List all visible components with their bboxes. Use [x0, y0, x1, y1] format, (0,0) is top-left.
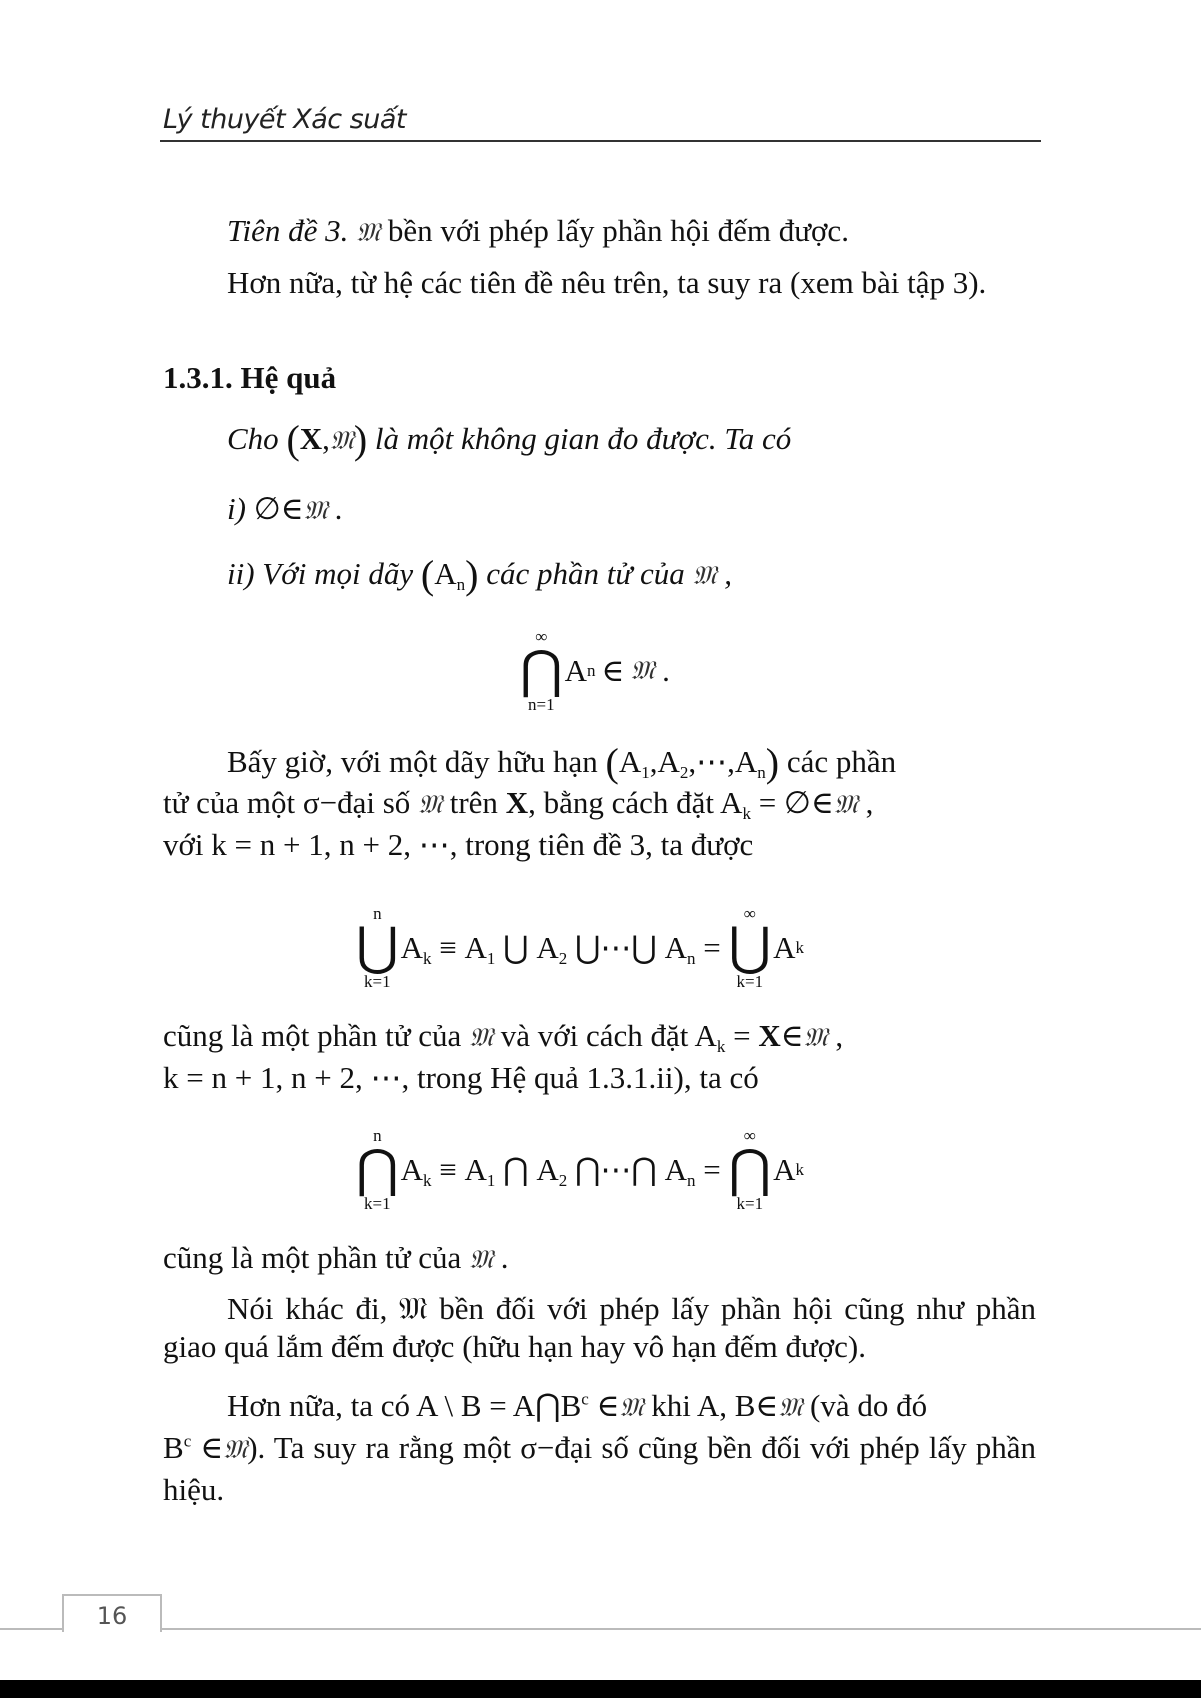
corollary-item-i: i) ∅∈𝔐 . — [227, 491, 344, 526]
corollary-item-ii: ii) Với mọi dãy $(A_n)$ các phần tử của 𝔐 , — [227, 552, 732, 597]
big-intersection-finite: n ⋂ k=1 — [356, 1126, 399, 1213]
section-title: Hệ quả — [240, 360, 337, 395]
paragraph-difference: Hơn nữa, ta có A \ $B = A⋂B^c$ ∈𝔐 khi A, B∈𝔐 (và do đó $B^c$ ∈𝔐). Ta suy ra rằng một σ−đại số cũng bền đối với phép lấy phần hiệu. — [163, 1388, 1037, 1507]
big-union-finite: n ⋃ k=1 — [356, 904, 399, 991]
big-union-infinite: ∞ ⋃ k=1 — [728, 904, 772, 991]
corollary-given: Cho (X,𝔐) là một không gian đo được. Ta có — [227, 417, 792, 462]
footer-rule-right — [160, 1628, 1201, 1630]
header-rule — [160, 140, 1041, 142]
paragraph-finite-sequence: Bấy giờ, với một dãy hữu hạn $(A_1,A_2,\cdots,A_n)$ các phần tử của một σ−đại số 𝔐 trên X, bằng cách đặt $A_k$ = ∅∈𝔐 , với k = n + 1, n + 2, ⋯, trong tiên đề 3, ta được — [163, 740, 897, 862]
viewer-bottom-bar — [0, 1680, 1201, 1698]
page-number: 16 — [62, 1594, 162, 1632]
equation-intersection-infinite: ∞ ⋂ n=1 A n ∈ 𝔐 . — [520, 627, 670, 714]
running-header: Lý thuyết Xác suất — [163, 104, 406, 135]
equation-finite-union: n ⋃ k=1 $A_k \equiv A_1$ ⋃ $A_2$ ⋃⋯⋃ $A_n$ = ∞ ⋃ k=1 A k — [356, 904, 805, 991]
axiom-label: Tiên đề 3. — [227, 213, 349, 248]
paragraph-closure-summary: Nói khác đi, 𝔐 bền đối với phép lấy phần hội cũng như phần giao quá lắm đếm được (hữu hạn hay vô hạn đếm được). — [163, 1291, 1036, 1364]
equation-finite-intersection: n ⋂ k=1 $A_k \equiv A_1$ ⋂ $A_2$ ⋂⋯⋂ $A_n$ = ∞ ⋂ k=1 A k — [356, 1126, 805, 1213]
footer-rule-left — [0, 1628, 62, 1630]
section-heading — [163, 360, 336, 396]
intro-paragraph: Hơn nữa, từ hệ các tiên đề nêu trên, ta suy ra (xem bài tập 3). — [227, 265, 987, 300]
section-number: 1.3.1. — [163, 360, 233, 395]
paragraph-intersection-result: cũng là một phần tử của 𝔐 . — [163, 1240, 509, 1275]
axiom-text: bền với phép lấy phần hội đếm được. — [387, 213, 849, 248]
big-intersection-infinite: ∞ ⋂ k=1 — [728, 1126, 772, 1213]
paragraph-union-result: cũng là một phần tử của 𝔐 và với cách đặt $A_k$ = X∈𝔐 , k = n + 1, n + 2, ⋯, trong Hệ quả 1.3.1.ii), ta có — [163, 1018, 844, 1095]
sigma-algebra-symbol: 𝔐 — [356, 218, 381, 248]
axiom-3 — [163, 212, 1036, 252]
big-intersection: ∞ ⋂ n=1 — [520, 627, 563, 714]
